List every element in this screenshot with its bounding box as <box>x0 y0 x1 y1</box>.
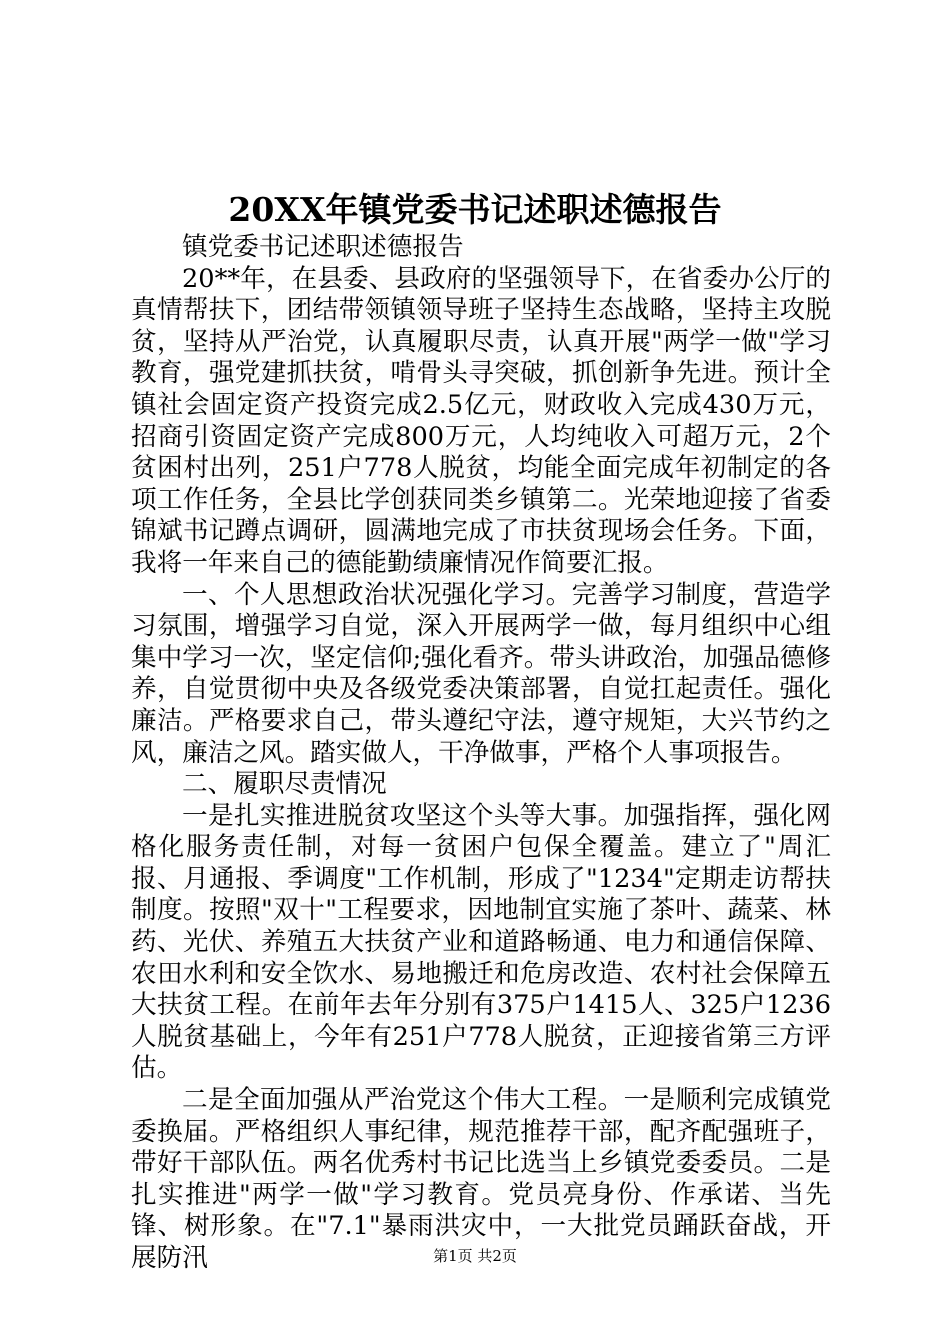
paragraph-intro: 20**年，在县委、县政府的坚强领导下，在省委办公厅的真情帮扶下，团结带领镇领导班子坚持生态战略，坚持主攻脱贫，坚持从严治党，认真履职尽责，认真开展"两学一做"学习教育，强党建抓扶贫，啃骨头寻突破，抓创新争先进。预计全镇社会固定资产投资完成2.5亿元，财政收入完成430万元，招商引资固定资产完成800万元，人均纯收入可超万元，2个贫困村出列，251户778人脱贫，均能全面完成年初制定的各项工作任务，全县比学创获同类乡镇第二。光荣地迎接了省委锦斌书记蹲点调研，圆满地完成了市扶贫现场会任务。下面，我将一年来自己的德能勤绩廉情况作简要汇报。 <box>131 263 831 578</box>
paragraph-party-discipline: 二是全面加强从严治党这个伟大工程。一是顺利完成镇党委换届。严格组织人事纪律，规范推荐干部，配齐配强班子，带好干部队伍。两名优秀村书记比选当上乡镇党委委员。二是扎实推进"两学一做"学习教育。党员亮身份、作承诺、当先锋、树形象。在"7.1"暴雨洪灾中，一大批党员踊跃奋战，开展防汛 <box>131 1085 831 1273</box>
paragraph-section-two-heading: 二、履职尽责情况 <box>182 769 387 800</box>
paragraph-poverty-alleviation: 一是扎实推进脱贫攻坚这个头等大事。加强指挥，强化网格化服务责任制，对每一贫困户包保全覆盖。建立了"周汇报、月通报、季调度"工作机制，形成了"1234"定期走访帮扶制度。按照"双十"工程要求，因地制宜实施了茶叶、蔬菜、林药、光伏、养殖五大扶贫产业和道路畅通、电力和通信保障、农田水利和安全饮水、易地搬迁和危房改造、农村社会保障五大扶贫工程。在前年去年分别有375户1415人、325户1236人脱贫基础上，今年有251户778人脱贫，正迎接省第三方评估。 <box>131 800 831 1084</box>
document-body <box>131 232 831 1275</box>
page-footer: 第1页 共2页 <box>433 1247 517 1265</box>
document-title: 20XX年镇党委书记述职述德报告 <box>228 190 722 229</box>
paragraph-section-one: 一、个人思想政治状况强化学习。完善学习制度，营造学习氛围，增强学习自觉，深入开展两学一做，每月组织中心组集中学习一次，坚定信仰;强化看齐。带头讲政治，加强品德修养，自觉贯彻中央及各级党委决策部署，自觉扛起责任。强化廉洁。严格要求自己，带头遵纪守法，遵守规矩，大兴节约之风，廉洁之风。踏实做人，干净做事，严格个人事项报告。 <box>131 579 831 768</box>
paragraph-subtitle: 镇党委书记述职述德报告 <box>182 232 464 262</box>
